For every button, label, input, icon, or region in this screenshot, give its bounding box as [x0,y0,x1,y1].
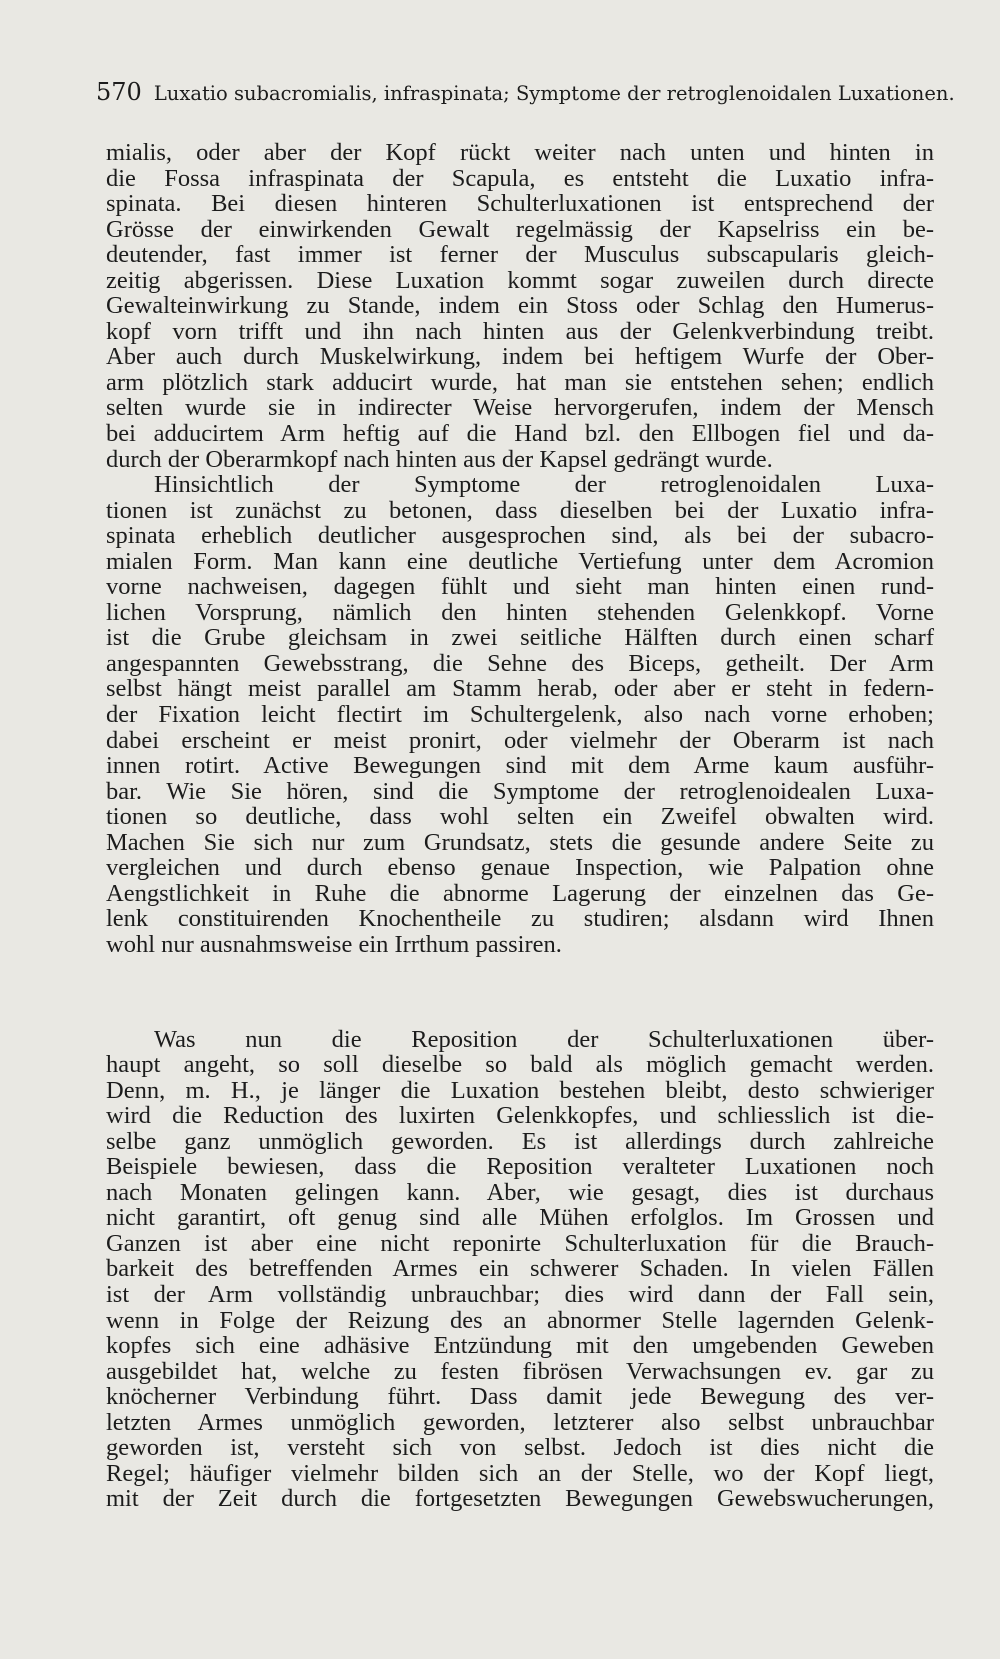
text-line: mialis, oder aber der Kopf rückt weiter nach unten und hinten in [106,139,934,166]
text-line: Denn, m. H., je länger die Luxation bestehen bleibt, desto schwieriger [106,1076,934,1104]
text-line: barkeit des betreffenden Armes ein schwerer Schaden. In vielen Fällen [106,1255,934,1283]
running-header [96,78,955,106]
text-line: deutender, fast immer ist ferner der Musculus subscapularis gleich- [106,241,934,269]
text-line: nach Monaten gelingen kann. Aber, wie gesagt, dies ist durchaus [106,1178,934,1206]
text-line: Gewalteinwirkung zu Stande, indem ein Stoss oder Schlag den Humerus- [106,292,934,320]
text-line: der Fixation leicht flectirt im Schultergelenk, also nach vorne erhoben; [106,701,934,729]
text-line: nicht garantirt, oft genug sind alle Mühen erfolglos. Im Grossen und [106,1204,934,1232]
text-line: spinata erheblich deutlicher ausgesprochen sind, als bei der subacro- [106,522,934,550]
text-line: Hinsichtlich der Symptome der retroglenoidalen Luxa- [154,471,934,499]
text-line: ist die Grube gleichsam in zwei seitliche Hälften durch einen scharf [106,624,934,652]
page-number: 570 [96,78,142,106]
text-line: tionen so deutliche, dass wohl selten ein Zweifel obwalten wird. [106,803,934,831]
text-line: selten wurde sie in indirecter Weise hervorgerufen, indem der Mensch [106,394,934,422]
text-line: Aber auch durch Muskelwirkung, indem bei heftigem Wurfe der Ober- [106,343,934,371]
text-line: Ganzen ist aber eine nicht reponirte Schulterluxation für die Brauch- [106,1229,934,1257]
text-line: angespannten Gewebsstrang, die Sehne des Biceps, getheilt. Der Arm [106,649,934,677]
text-line: lichen Vorsprung, nämlich den hinten stehenden Gelenkkopf. Vorne [106,598,934,626]
text-line: lenk constituirenden Knochentheile zu studiren; alsdann wird Ihnen [106,905,934,933]
section-gap [106,958,934,1027]
text-line: geworden ist, versteht sich von selbst. Jedoch ist dies nicht die [106,1434,934,1462]
body-text [106,140,934,1512]
text-line: haupt angeht, so soll dieselbe so bald als möglich gemacht werden. [106,1051,934,1079]
text-line: arm plötzlich stark adducirt wurde, hat man sie entstehen sehen; endlich [106,368,934,396]
text-line: kopfes sich eine adhäsive Entzündung mit den umgebenden Geweben [106,1332,934,1360]
text-line: innen rotirt. Active Bewegungen sind mit dem Arme kaum ausführ- [106,752,934,780]
text-line: knöcherner Verbindung führt. Dass damit jede Bewegung des ver- [106,1383,934,1411]
text-line: Regel; häufiger vielmehr bilden sich an der Stelle, wo der Kopf liegt, [106,1459,934,1487]
text-line: spinata. Bei diesen hinteren Schulterluxationen ist entsprechend der [106,190,934,218]
text-line: Grösse der einwirkenden Gewalt regelmässig der Kapselriss ein be- [106,215,934,243]
text-line: selbst hängt meist parallel am Stamm herab, oder aber er steht in federn- [106,675,934,703]
text-line: mialen Form. Man kann eine deutliche Vertiefung unter dem Acromion [106,547,934,575]
text-line: vergleichen und durch ebenso genaue Inspection, wie Palpation ohne [106,854,934,882]
text-line: vorne nachweisen, dagegen fühlt und sieht man hinten einen rund- [106,573,934,601]
paragraph-block-2 [106,1027,934,1512]
paragraph-block-1 [106,140,934,958]
text-line: dabei erscheint er meist pronirt, oder vielmehr der Oberarm ist nach [106,726,934,754]
text-line: bar. Wie Sie hören, sind die Symptome der retroglenoidealen Luxa- [106,777,934,805]
text-line: tionen ist zunächst zu betonen, dass dieselben bei der Luxatio infra- [106,496,934,524]
text-line: mit der Zeit durch die fortgesetzten Bewegungen Gewebswucherungen, [106,1485,934,1513]
text-line: kopf vorn trifft und ihn nach hinten aus der Gelenkverbindung treibt. [106,317,934,345]
running-title: Luxatio subacromialis, infraspinata; Symptome der retroglenoidalen Luxationen. [153,82,955,105]
text-line: Aengstlichkeit in Ruhe die abnorme Lagerung der einzelnen das Ge- [106,879,934,907]
text-line: zeitig abgerissen. Diese Luxation kommt sogar zuweilen durch directe [106,266,934,294]
text-line: selbe ganz unmöglich geworden. Es ist allerdings durch zahlreiche [106,1127,934,1155]
text-line: wenn in Folge der Reizung des an abnormer Stelle lagernden Gelenk- [106,1306,934,1334]
text-line: ausgebildet hat, welche zu festen fibrösen Verwachsungen ev. gar zu [106,1357,934,1385]
text-line: wird die Reduction des luxirten Gelenkkopfes, und schliesslich ist die- [106,1102,934,1130]
text-line: letzten Armes unmöglich geworden, letzterer also selbst unbrauchbar [106,1408,934,1436]
text-line: Was nun die Reposition der Schulterluxationen über- [154,1025,934,1053]
text-line: Beispiele bewiesen, dass die Reposition veralteter Luxationen noch [106,1153,934,1181]
text-line: bei adducirtem Arm heftig auf die Hand bzl. den Ellbogen fiel und da- [106,420,934,448]
text-line: Machen Sie sich nur zum Grundsatz, stets die gesunde andere Seite zu [106,828,934,856]
text-line: wohl nur ausnahmsweise ein Irrthum passiren. [106,930,562,958]
text-line: die Fossa infraspinata der Scapula, es entsteht die Luxatio infra- [106,164,934,192]
text-line: ist der Arm vollständig unbrauchbar; dies wird dann der Fall sein, [106,1280,934,1308]
text-line: durch der Oberarmkopf nach hinten aus der Kapsel gedrängt wurde. [106,445,773,473]
